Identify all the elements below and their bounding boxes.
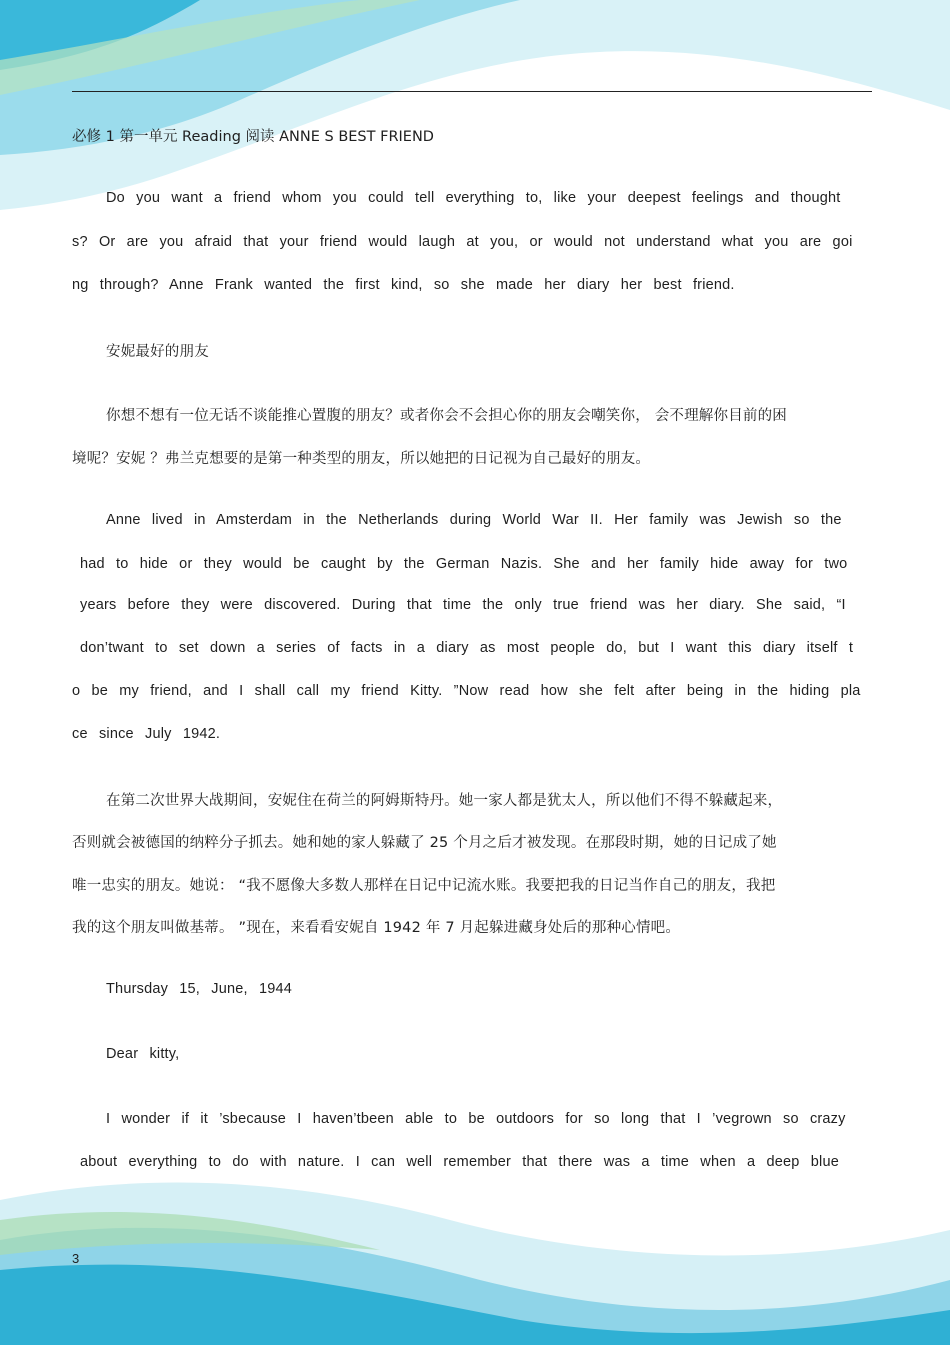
- paragraph-4-line-6: ce since July 1942.: [72, 726, 221, 742]
- page-number: 3: [72, 1251, 80, 1266]
- bottom-wave-decoration: [0, 1150, 950, 1345]
- paragraph-8-line-1: I wonder if it ’sbecause I haven’tbeen able to be outdoors for so long that I ’vegrown so crazy: [106, 1111, 846, 1127]
- paragraph-1-line-1: Do you want a friend whom you could tell everything to, like your deepest feelings and thought: [106, 190, 841, 206]
- paragraph-5-line-1: 在第二次世界大战期间，安妮住在荷兰的阿姆斯特丹。她一家人都是犹太人，所以他们不得不躲藏起来，: [106, 793, 783, 809]
- paragraph-3-line-2: 境呢？安妮 ？弗兰克想要的是第一种类型的朋友，所以她把的日记视为自己最好的朋友。: [72, 451, 651, 467]
- diary-date: Thursday 15, June, 1944: [106, 981, 293, 997]
- paragraph-4-line-1: Anne lived in Amsterdam in the Netherlands during World War II. Her family was Jewish so the: [106, 512, 842, 528]
- diary-salutation: Dear kitty,: [106, 1046, 180, 1062]
- document-header: 必修 1 第一单元 Reading 阅读 ANNE S BEST FRIEND: [72, 129, 434, 145]
- paragraph-4-line-3: years before they were discovered. During that time the only true friend was her diary. She said, “I: [80, 597, 846, 613]
- paragraph-5-line-2: 否则就会被德国的纳粹分子抓去。她和她的家人躲藏了 25 个月之后才被发现。在那段时期，她的日记成了她: [72, 835, 777, 851]
- header-rule: [72, 91, 872, 92]
- paragraph-1-line-3: ng through? Anne Frank wanted the first kind, so she made her diary her best friend.: [72, 277, 735, 293]
- paragraph-4-line-5: o be my friend, and I shall call my friend Kitty. ”Now read how she felt after being in the hiding pla: [72, 683, 861, 699]
- section-title-chinese: 安妮最好的朋友: [106, 344, 209, 360]
- paragraph-8-line-2: about everything to do with nature. I can well remember that there was a time when a deep blue: [80, 1154, 839, 1170]
- paragraph-1-line-2: s? Or are you afraid that your friend would laugh at you, or would not understand what you are goi: [72, 234, 853, 250]
- paragraph-5-line-4: 我的这个朋友叫做基蒂。 ”现在，来看看安妮自 1942 年 7 月起躲进藏身处后的那种心情吧。: [72, 920, 681, 936]
- paragraph-3-line-1: 你想不想有一位无话不谈能推心置腹的朋友？或者你会不会担心你的朋友会嘲笑你， 会不理解你目前的困: [106, 408, 788, 424]
- paragraph-5-line-3: 唯一忠实的朋友。她说： “我不愿像大多数人那样在日记中记流水账。我要把我的日记当作自己的朋友，我把: [72, 878, 776, 894]
- paragraph-4-line-4: don’twant to set down a series of facts in a diary as most people do, but I want this diary itself t: [80, 640, 854, 656]
- paragraph-4-line-2: had to hide or they would be caught by the German Nazis. She and her family hide away for two: [80, 556, 848, 572]
